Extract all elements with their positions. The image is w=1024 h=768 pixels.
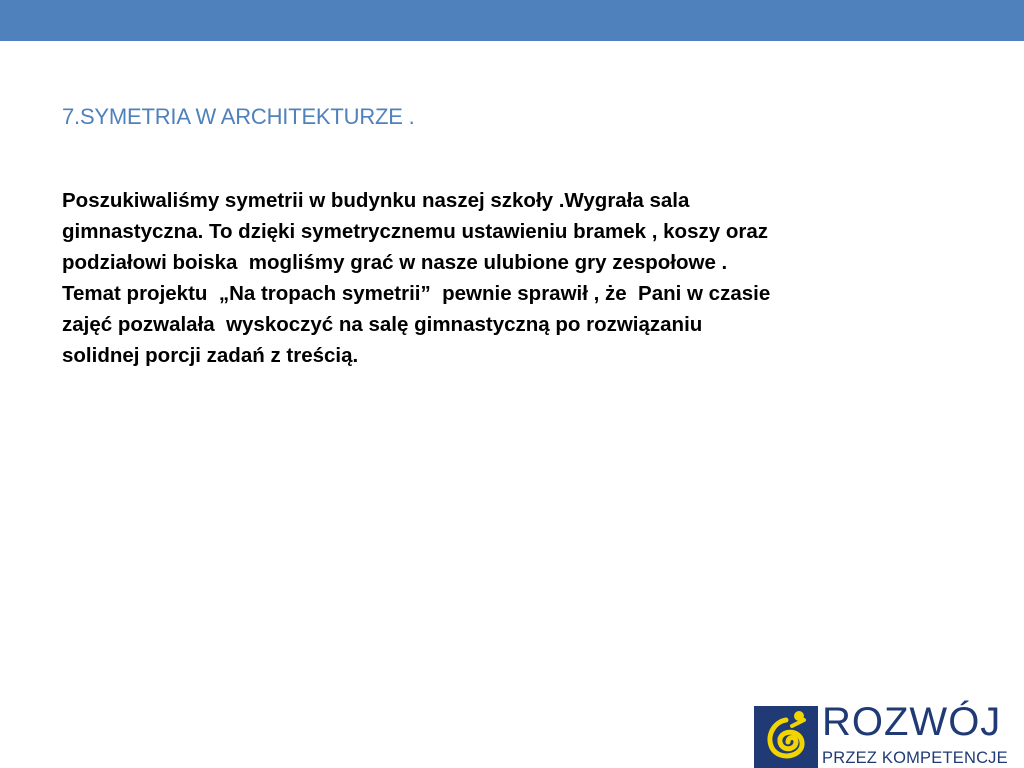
body-line: gimnastyczna. To dzięki symetrycznemu ustawieniu bramek , koszy oraz [62, 220, 768, 243]
logo-subtitle: PRZEZ KOMPETENCJE [822, 749, 1008, 767]
body-line: solidnej porcji zadań z treścią. [62, 344, 359, 367]
logo-wordmark: ROZWÓJ [822, 700, 1002, 744]
body-line: Poszukiwaliśmy symetrii w budynku naszej szkoły .Wygrała sala [62, 189, 690, 212]
slide-body-text [62, 185, 962, 371]
body-line: Temat projektu „Na tropach symetrii” pewnie sprawił , że Pani w czasie [62, 282, 771, 305]
body-line: podziałowi boiska mogliśmy grać w nasze ulubione gry zespołowe . [62, 251, 728, 274]
rozwoj-logo [754, 702, 1024, 768]
top-accent-bar [0, 0, 1024, 41]
spiral-figure-icon [754, 706, 818, 768]
body-line: zajęć pozwalała wyskoczyć na salę gimnastyczną po rozwiązaniu [62, 313, 703, 336]
slide-title: 7.SYMETRIA W ARCHITEKTURZE . [62, 104, 415, 129]
